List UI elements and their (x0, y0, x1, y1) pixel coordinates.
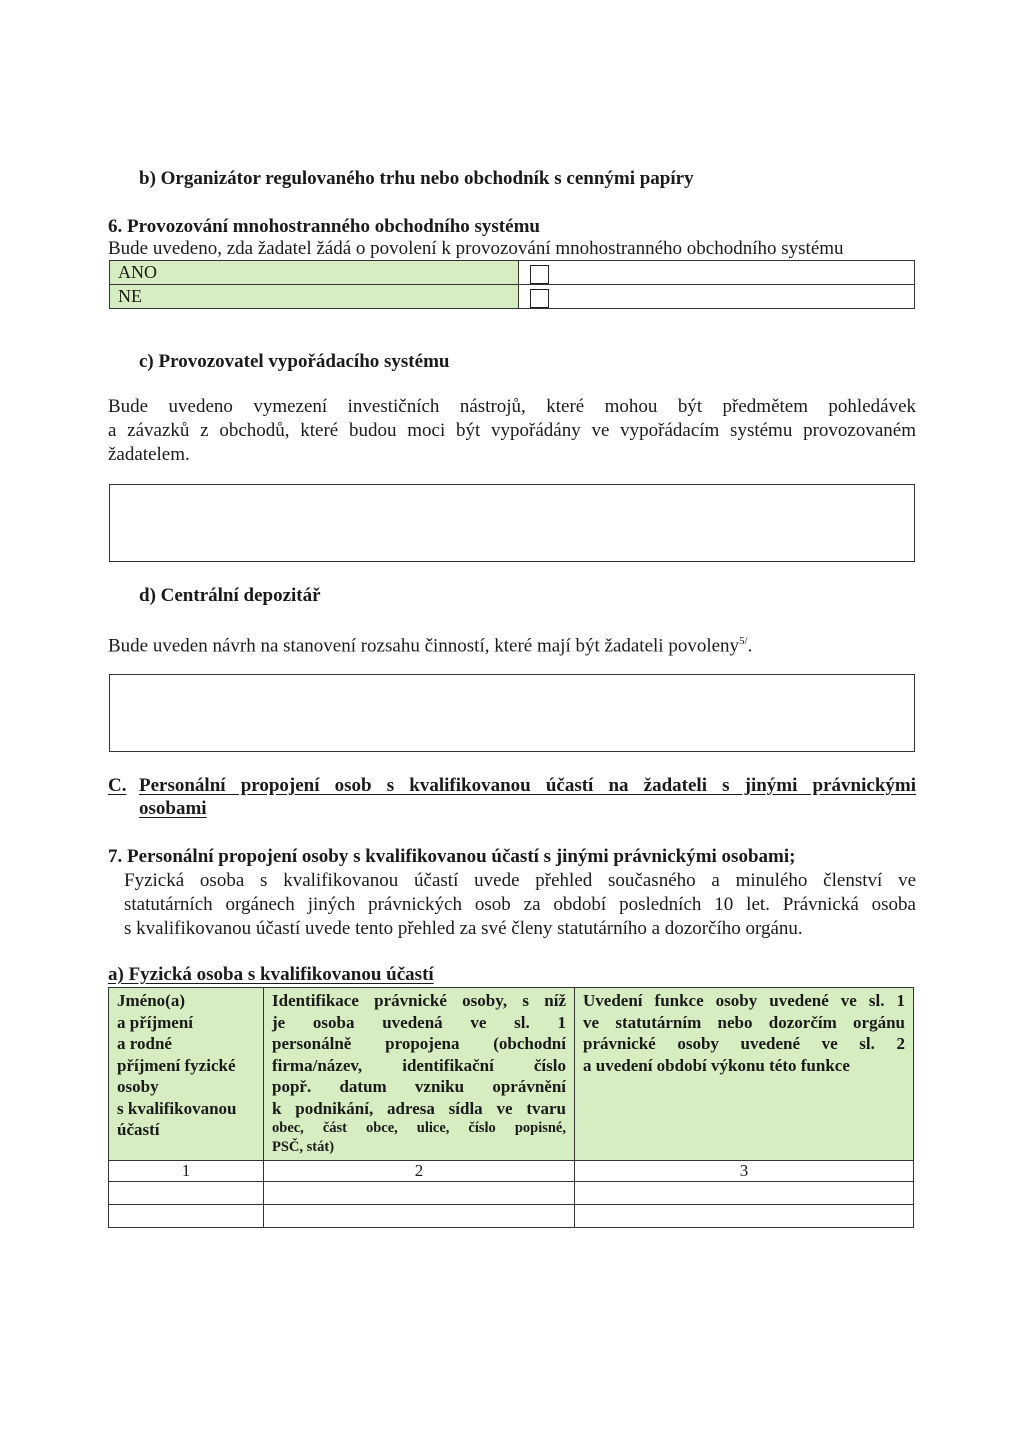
column-number-1: 1 (109, 1161, 264, 1182)
section-c-heading: c) Provozovatel vypořádacího systému (139, 351, 450, 372)
table-cell[interactable] (109, 1182, 264, 1205)
section-c-answer-box[interactable] (109, 484, 915, 562)
section-c-line-2: a závazků z obchodů, které budou moci být vypořádány ve vypořádacím systému provozovaném (108, 420, 916, 441)
section-d-heading: d) Centrální depozitář (139, 585, 321, 606)
section-d-description: Bude uveden návrh na stanovení rozsahu činností, které mají být žadateli povoleny$^{5/}$. (108, 635, 753, 657)
section-d-answer-box[interactable] (109, 674, 915, 752)
column-number-2: 2 (264, 1161, 575, 1182)
footnote-marker: 5/ (739, 635, 748, 647)
part-c-letter: C. (108, 775, 127, 796)
column-number-3: 3 (575, 1161, 914, 1182)
section-7-line-2: statutárních orgánech jiných právnických osob za období posledních 10 let. Právnická osoba (124, 894, 916, 915)
option-label-ne: NE (110, 284, 519, 308)
section-c-description (108, 395, 916, 467)
table-cell[interactable] (264, 1182, 575, 1205)
section-c-line-3: žadatelem. (108, 444, 190, 465)
section-c-line-1: Bude uvedeno vymezení investičních nástrojů, které mohou být předmětem pohledávek (108, 396, 916, 417)
table-header-row (109, 988, 914, 1161)
section-6-heading: 6. Provozování mnohostranného obchodního systému (108, 216, 540, 237)
section-7-description (124, 869, 916, 941)
section-7-heading: 7. Personální propojení osoby s kvalifikovanou účastí s jinými právnickými osobami; (108, 846, 796, 867)
header-col-3: Uvedení funkce osoby uvedené ve sl. 1 ve statutárním nebo dozorčím orgánu právnické osoby uvedené ve sl. 2 a uvedení období výkonu této funkce (575, 988, 914, 1161)
section-6-description: Bude uvedeno, zda žadatel žádá o povolení k provozování mnohostranného obchodního systému (108, 238, 844, 259)
option-label-ano: ANO (110, 261, 519, 285)
option-row-ne (110, 284, 915, 308)
checkbox-ano[interactable] (530, 265, 549, 284)
qualified-person-table (108, 987, 914, 1228)
checkbox-ne[interactable] (530, 289, 549, 308)
section-b-heading: b) Organizátor regulovaného trhu nebo obchodník s cennými papíry (139, 168, 694, 189)
section-d-text: Bude uveden návrh na stanovení rozsahu činností, které mají být žadateli povoleny (108, 635, 740, 657)
header-col-2: Identifikace právnické osoby, s níž je osoba uvedená ve sl. 1 personálně propojena (obchodní firma/název, identifikační číslo popř. datum vzniku oprávnění k podnikání, adresa sídla ve tvaru obec, část obce, ulice, číslo popisné, PSČ, stát) (264, 988, 575, 1161)
part-c-title-line1: Personální propojení osob s kvalifikovanou účastí na žadateli s jinými právnickými (139, 775, 916, 796)
column-number-row (109, 1161, 914, 1182)
multilateral-system-choice-table (109, 260, 915, 309)
table-cell[interactable] (109, 1205, 264, 1228)
option-row-ano (110, 261, 915, 285)
table-row (109, 1182, 914, 1205)
table-cell[interactable] (264, 1205, 575, 1228)
header-col-1: Jméno(a) a příjmení a rodné příjmení fyzické osoby s kvalifikovanou účastí (109, 988, 264, 1161)
section-7-line-3: s kvalifikovanou účastí uvede tento přehled za své členy statutárního a dozorčího orgánu. (124, 918, 803, 939)
table-cell[interactable] (575, 1182, 914, 1205)
table-cell[interactable] (575, 1205, 914, 1228)
subsection-a-heading: a) Fyzická osoba s kvalifikovanou účastí (108, 964, 434, 985)
part-c-title-line2: osobami (139, 798, 207, 819)
section-7-line-1: Fyzická osoba s kvalifikovanou účastí uvede přehled současného a minulého členství ve (124, 870, 916, 891)
table-row (109, 1205, 914, 1228)
